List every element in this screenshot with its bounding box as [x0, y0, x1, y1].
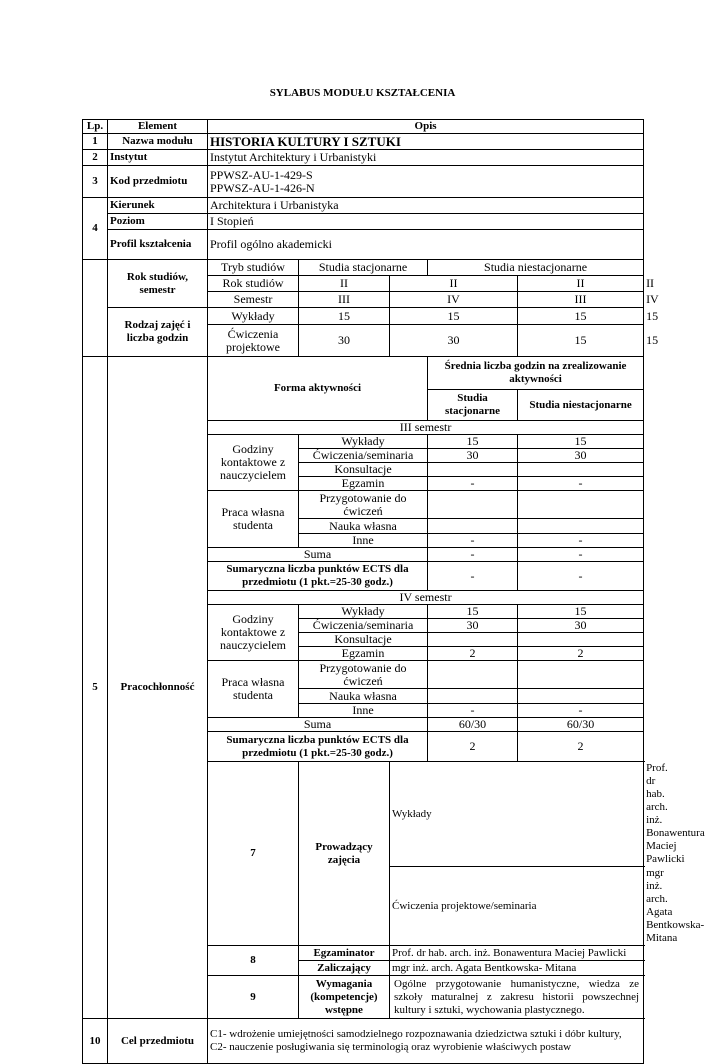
row-number: 9 — [208, 976, 299, 1019]
cell — [518, 463, 644, 477]
cell: 15 — [518, 308, 644, 325]
row-label: Profil kształcenia — [108, 230, 208, 260]
row-number: 10 — [83, 1019, 108, 1064]
course-code-s: PPWSZ-AU-1-429-S — [210, 167, 313, 182]
cell: 15 — [428, 435, 518, 449]
cell — [518, 491, 644, 519]
forma-aktywnosci-header: Forma aktywności — [208, 357, 428, 421]
godziny-kontaktowe-label: Godziny kontaktowe z nauczycielem — [208, 605, 299, 661]
row-number: 3 — [83, 166, 108, 198]
item-label: Wykłady — [299, 605, 428, 619]
item-label: Konsultacje — [299, 463, 428, 477]
item-label: Przygotowanie do ćwiczeń — [299, 491, 428, 519]
semester-label: IV semestr — [208, 591, 644, 605]
row-number: 5 — [83, 357, 108, 1019]
cell: - — [518, 548, 644, 562]
ects-label: Sumaryczna liczba punktów ECTS dla przedmiotu (1 pkt.=25-30 godz.) — [208, 732, 428, 762]
document-title: SYLABUS MODUŁU KSZTAŁCENIA — [269, 87, 456, 99]
zaliczajacy-label: Zaliczający — [299, 961, 390, 976]
cell: 15 — [428, 605, 518, 619]
cell: - — [518, 534, 644, 548]
rok-label: Rok studiów — [208, 276, 299, 292]
cell: 15 — [518, 325, 644, 357]
row-cwiczenia-hours: Ćwiczenia projektowe 30 30 15 15 — [83, 325, 644, 357]
header-opis: Opis — [208, 120, 644, 134]
requirements-text: Ogólne przygotowanie humanistyczne, wiedza ze szkoły maturalnej z zakresu historii powszechnej kultury i sztuki, wychowania plastycznego. — [390, 976, 644, 1019]
cell — [518, 661, 644, 689]
row-number: 8 — [208, 946, 299, 976]
institute-name: Instytut Architektury i Urbanistyki — [208, 150, 644, 166]
study-profile: Profil ogólno akademicki — [208, 230, 644, 260]
header-row — [83, 120, 644, 134]
cell: 15 — [518, 435, 644, 449]
cell: 15 — [299, 308, 390, 325]
row-poziom — [83, 214, 644, 230]
module-name: HISTORIA KULTURY I SZTUKI — [208, 134, 644, 150]
cell: 15 — [390, 308, 518, 325]
row-semestr: Semestr III IV III IV — [83, 292, 644, 308]
niestacjonarne-header: Studia niestacjonarne — [428, 260, 644, 276]
cell: II — [390, 276, 518, 292]
cell: 2 — [518, 732, 644, 762]
cell: 2 — [518, 647, 644, 661]
cell: - — [428, 704, 518, 718]
cell — [428, 661, 518, 689]
objectives-text — [208, 1019, 644, 1064]
cell — [518, 689, 644, 704]
row-label: Instytut — [108, 150, 208, 166]
objective-c1: C1- wdrożenie umiejętności samodzielnego rozpoznawania dziedzictwa sztuki i dóbr kultury, — [210, 1028, 622, 1040]
row-prowadzacy-cwiczenia: Ćwiczenia projektowe/seminaria mgr inż. arch. Agata Bentkowska- Mitana — [83, 867, 644, 946]
item-label: Wykłady — [299, 435, 428, 449]
row-number: 1 — [83, 134, 108, 150]
wyklady-label: Wykłady — [208, 308, 299, 325]
item-label: Egzamin — [299, 477, 428, 491]
row-number: 7 — [208, 762, 299, 946]
row-nazwa-modulu — [83, 134, 644, 150]
suma-label: Suma — [208, 548, 428, 562]
item-label: Egzamin — [299, 647, 428, 661]
cell — [518, 519, 644, 534]
item-label: Przygotowanie do ćwiczeń — [299, 661, 428, 689]
cell — [428, 519, 518, 534]
ects-label: Sumaryczna liczba punktów ECTS dla przedmiotu (1 pkt.=25-30 godz.) — [208, 562, 428, 591]
cell: 30 — [428, 449, 518, 463]
row-profil — [83, 230, 644, 260]
tryb-label: Tryb studiów — [208, 260, 299, 276]
praca-wlasna-label: Praca własna studenta — [208, 661, 299, 718]
row-rok: Rok studiów II II II II — [83, 276, 644, 292]
row-number: 4 — [83, 198, 108, 260]
cell: - — [518, 477, 644, 491]
item-label: Ćwiczenia/seminaria — [299, 449, 428, 463]
cell: 2 — [428, 732, 518, 762]
cell: II — [518, 276, 644, 292]
header-lp: Lp. — [83, 120, 108, 134]
cell: - — [428, 534, 518, 548]
egzaminator-label: Egzaminator — [299, 946, 390, 961]
cell: 30 — [428, 619, 518, 633]
godziny-kontaktowe-label: Godziny kontaktowe z nauczycielem — [208, 435, 299, 491]
suma-label: Suma — [208, 718, 428, 732]
cell: - — [428, 477, 518, 491]
row-number: 2 — [83, 150, 108, 166]
row-tryb — [83, 260, 644, 276]
wymagania-label: Wymagania (kompetencje) wstępne — [299, 976, 390, 1019]
cell — [428, 633, 518, 647]
item-label: Ćwiczenia/seminaria — [299, 619, 428, 633]
cell: 30 — [299, 325, 390, 357]
cell — [428, 463, 518, 477]
item-label: Nauka własna — [299, 519, 428, 534]
cell — [428, 491, 518, 519]
cel-label: Cel przedmiotu — [108, 1019, 208, 1064]
cell: 30 — [518, 449, 644, 463]
wyklady-label: Wykłady — [390, 762, 644, 867]
syllabus-table — [82, 119, 705, 1064]
semester-label: III semestr — [208, 421, 644, 435]
col-niestacjonarne: Studia niestacjonarne — [518, 390, 644, 421]
cell: 60/30 — [428, 718, 518, 732]
row-kierunek — [83, 198, 644, 214]
row-cel — [83, 1019, 644, 1064]
examiner-name: Prof. dr hab. arch. inż. Bonawentura Maciej Pawlicki — [390, 946, 644, 961]
item-label: Konsultacje — [299, 633, 428, 647]
cell: - — [428, 548, 518, 562]
item-label: Inne — [299, 534, 428, 548]
cell: III — [299, 292, 390, 308]
workload-header-row — [83, 357, 644, 390]
row-label: Poziom — [108, 214, 208, 230]
cwiczenia-label: Ćwiczenia projektowe/seminaria — [390, 867, 644, 946]
study-level: I Stopień — [208, 214, 644, 230]
srednia-header: Średnia liczba godzin na zrealizowanie aktywności — [428, 357, 644, 390]
prowadzacy-label: Prowadzący zajęcia — [299, 762, 390, 946]
cell: IV — [390, 292, 518, 308]
course-codes — [208, 166, 644, 198]
cell — [518, 633, 644, 647]
rok-studiow-label: Rok studiów, semestr — [108, 260, 208, 308]
pracochlonnosc-label: Pracochłonność — [108, 357, 208, 1019]
item-label: Inne — [299, 704, 428, 718]
item-label: Nauka własna — [299, 689, 428, 704]
stacjonarne-header: Studia stacjonarne — [299, 260, 428, 276]
col-stacjonarne: Studia stacjonarne — [428, 390, 518, 421]
course-code-n: PPWSZ-AU-1-426-N — [210, 180, 315, 195]
semestr-label: Semestr — [208, 292, 299, 308]
cell: - — [518, 704, 644, 718]
cell: 60/30 — [518, 718, 644, 732]
cwiczenia-label: Ćwiczenia projektowe — [208, 325, 299, 357]
cell: 30 — [390, 325, 518, 357]
praca-wlasna-label: Praca własna studenta — [208, 491, 299, 548]
cell: II — [299, 276, 390, 292]
field-of-study: Architektura i Urbanistyka — [208, 198, 644, 214]
row-wyklady-hours: Rodzaj zajęć i liczba godzin Wykłady 15 15 15 15 — [83, 308, 644, 325]
cell: - — [428, 562, 518, 591]
cell: 30 — [518, 619, 644, 633]
grader-name: mgr inż. arch. Agata Bentkowska- Mitana — [390, 961, 644, 976]
cell: - — [518, 562, 644, 591]
row-label: Kod przedmiotu — [108, 166, 208, 198]
rodzaj-zajec-label: Rodzaj zajęć i liczba godzin — [108, 308, 208, 357]
objective-c2: C2- nauczenie posługiwania się terminologią oraz wyrobienie właściwych postaw — [210, 1041, 572, 1053]
cell — [428, 689, 518, 704]
cell: 2 — [428, 647, 518, 661]
header-element: Element — [108, 120, 208, 134]
row-instytut — [83, 150, 644, 166]
cell: III — [518, 292, 644, 308]
row-kod — [83, 166, 644, 198]
row-prowadzacy-wyklady: 7 Prowadzący zajęcia Wykłady Prof. dr hab. arch. inż. Bonawentura Maciej Pawlicki — [83, 762, 644, 867]
row-label: Kierunek — [108, 198, 208, 214]
row-label: Nazwa modułu — [108, 134, 208, 150]
cell: 15 — [518, 605, 644, 619]
